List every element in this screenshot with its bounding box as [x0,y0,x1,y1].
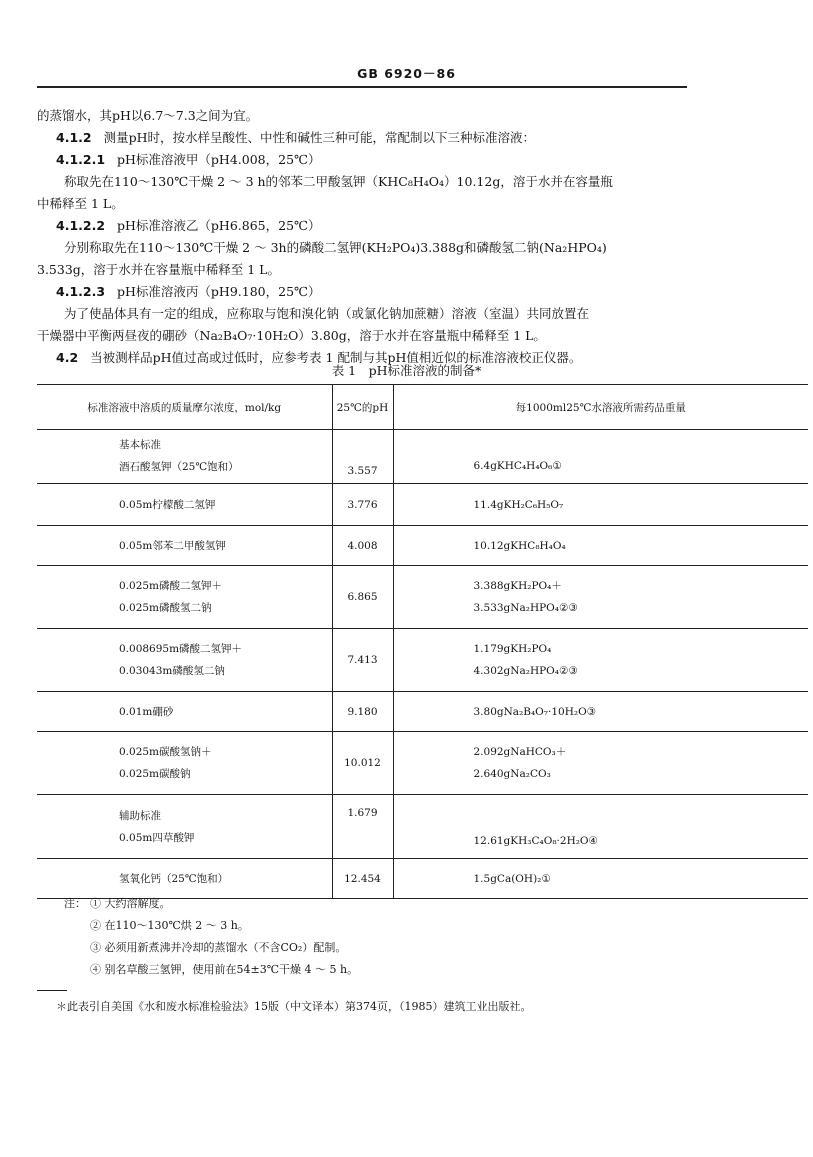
reagent-line: 4.302gNa₂HPO₄②③ [473,665,578,677]
column-header-ph: 25℃的pH [332,385,393,430]
solute-line: 0.025m磷酸二氢钾＋ [119,580,223,592]
reagent-line: 10.12gKHC₈H₄O₄ [473,539,566,552]
reagent-line: 3.80gNa₂B₄O₇·10H₂O③ [473,705,597,718]
solute-line: 辅助标准 [119,809,161,822]
solute-line: 0.025m碳酸氢钠＋ [119,746,212,758]
solute-line: 0.008695m磷酸二氢钾＋ [119,643,243,655]
reagent-line: 11.4gKH₂C₆H₅O₇ [473,498,564,511]
solute-cell [37,692,332,732]
note-item: ③ 必须用新煮沸并冷却的蒸馏水（不含CO₂）配制。 [90,941,347,954]
solute-cell [37,430,332,484]
table-row [37,732,808,795]
section-number: 4.1.2 [56,130,92,145]
section-text: 当被测样品pH值过高或过低时，应参考表 1 配制与其pH值相近似的标准溶液校正仪器。 [90,350,582,365]
section-title: pH标准溶液甲（pH4.008，25℃） [117,152,321,167]
table-header-row [37,385,808,430]
standard-code: GB 6920－86 [357,66,456,81]
table-row [37,692,808,732]
reagent-line: 2.640gNa₂CO₃ [473,768,551,780]
section-number: 4.1.2.2 [56,218,106,233]
ph-cell: 4.008 [332,526,393,566]
reagent-line: 1.5gCa(OH)₂① [473,872,551,885]
section-4-1-2 [56,130,535,146]
table-row [37,430,808,484]
table-row [37,566,808,629]
section-number: 4.1.2.3 [56,284,106,299]
reagent-cell [393,484,808,526]
paragraph-line: 3.533g，溶于水并在容量瓶中稀释至 1 L。 [37,262,280,277]
solute-cell [37,484,332,526]
reagent-cell [393,732,808,795]
solute-line: 0.025m磷酸氢二钠 [119,602,212,614]
ph-cell: 1.679 [332,795,393,859]
solute-line: 0.05m四草酸钾 [119,831,195,844]
section-number: 4.2 [56,350,79,365]
ph-cell: 3.557 [332,430,393,484]
paragraph-line: 干燥器中平衡两昼夜的硼砂（Na₂B₄O₇·10H₂O）3.80g，溶于水并在容量瓶中稀释至 1 L。 [37,328,546,343]
solute-line: 0.025m碳酸钠 [119,768,191,780]
section-number: 4.1.2.1 [56,152,106,167]
paragraph-continuation: 的蒸馏水，其pH以6.7～7.3之间为宜。 [37,108,259,123]
column-header-solute: 标准溶液中溶质的质量摩尔浓度，mol/kg [37,385,332,430]
note-item: ④ 别名草酸三氢钾，使用前在54±3℃干燥 4 ～ 5 h。 [90,963,359,976]
paragraph-line: 为了使晶体具有一定的组成，应称取与饱和溴化钠（或氯化钠加蔗糖）溶液（室温）共同放置在 [64,306,590,321]
reagent-line: 3.533gNa₂HPO₄②③ [473,602,578,614]
ph-cell: 6.865 [332,566,393,629]
reagent-cell [393,692,808,732]
table-caption: 表 1 pH标准溶液的制备* [331,363,482,378]
paragraph-line: 分别称取先在110～130℃干燥 2 ～ 3h的磷酸二氢钾(KH₂PO₄)3.388g和磷酸氢二钠(Na₂HPO₄) [64,240,607,255]
solute-line: 氢氧化钙（25℃饱和） [119,872,229,885]
ph-cell: 12.454 [332,859,393,899]
section-title: pH标准溶液丙（pH9.180，25℃） [117,284,321,299]
reagent-cell [393,526,808,566]
solute-cell [37,566,332,629]
footnote-rule [37,990,67,991]
reagent-line: 3.388gKH₂PO₄＋ [473,580,562,592]
note-item: 注： ① 大约溶解度。 [64,897,171,910]
solute-line: 0.03043m磷酸氢二钠 [119,665,225,677]
ph-standards-table [37,384,808,899]
reagent-line: 12.61gKH₃C₄O₈·2H₂O④ [473,835,598,847]
solute-line: 基本标准 [119,439,161,451]
reagent-cell [393,629,808,692]
reagent-cell [393,795,808,859]
solute-line: 0.05m柠檬酸二氢钾 [119,498,216,511]
section-4-1-2-2-heading [56,218,321,234]
ph-cell: 3.776 [332,484,393,526]
table-row [37,795,808,859]
ph-cell: 9.180 [332,692,393,732]
section-title: pH标准溶液乙（pH6.865，25℃） [117,218,321,233]
table-row [37,629,808,692]
table-row [37,526,808,566]
section-text: 测量pH时，按水样呈酸性、中性和碱性三种可能，常配制以下三种标准溶液： [103,130,535,145]
reagent-line: 2.092gNaHCO₃＋ [473,746,567,758]
reagent-cell [393,430,808,484]
section-4-1-2-3-heading [56,284,321,300]
solute-cell [37,629,332,692]
solute-cell [37,526,332,566]
section-4-1-2-1-heading [56,152,321,168]
notes-label: 注： [64,897,86,910]
reagent-line: 1.179gKH₂PO₄ [473,643,552,655]
reagent-line: 6.4gKHC₄H₄O₆① [473,460,562,472]
header-rule [37,86,687,88]
ph-cell: 10.012 [332,732,393,795]
footnote: ＊此表引自美国《水和废水标准检验法》15版（中文译本）第374页，（1985）建筑工业出版社。 [56,1000,532,1013]
column-header-reagent: 每1000ml25℃水溶液所需药品重量 [393,385,808,430]
table-notes [64,893,358,981]
table-row [37,484,808,526]
paragraph-line: 称取先在110～130℃干燥 2 ～ 3 h的邻苯二甲酸氢钾（KHC₈H₄O₄）10.12g，溶于水并在容量瓶 [64,174,613,189]
reagent-cell [393,566,808,629]
solute-cell [37,795,332,859]
paragraph-line: 中稀释至 1 L。 [37,196,124,211]
solute-cell [37,732,332,795]
reagent-cell [393,859,808,899]
note-item: ② 在110～130℃烘 2 ～ 3 h。 [90,919,249,932]
solute-line: 酒石酸氢钾（25℃饱和） [119,461,239,473]
solute-line: 0.05m邻苯二甲酸氢钾 [119,539,226,552]
solute-line: 0.01m硼砂 [119,705,174,718]
ph-cell: 7.413 [332,629,393,692]
